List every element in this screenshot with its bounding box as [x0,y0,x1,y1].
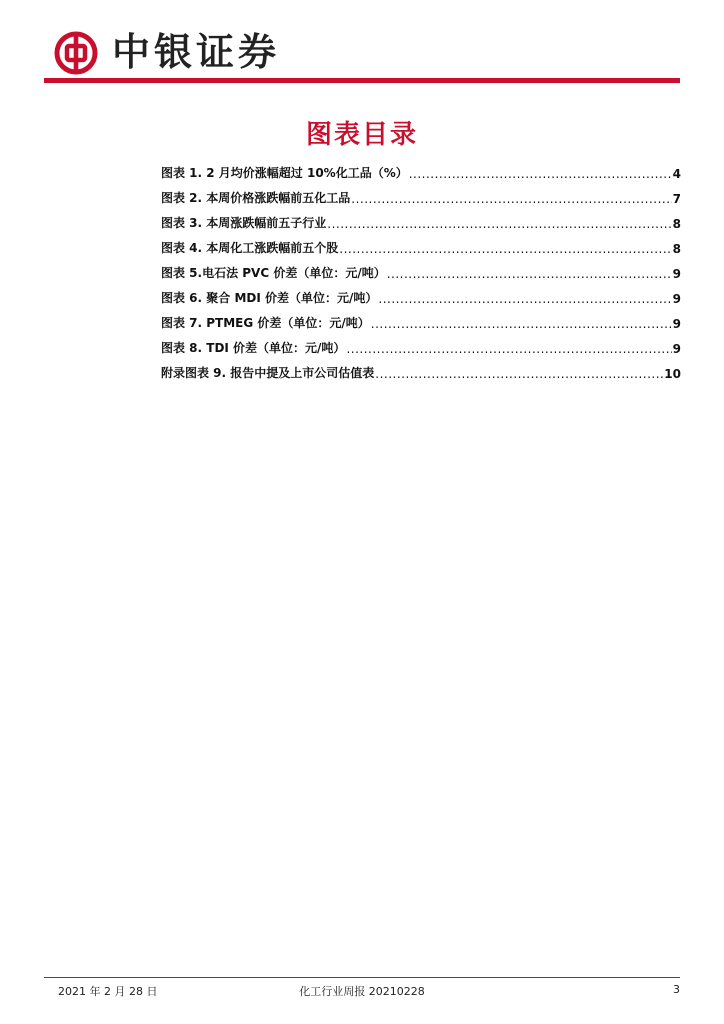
toc-leader-dots [339,242,671,256]
toc-entry[interactable] [161,306,681,331]
toc-entry-label: 图表 1. 2 月均价涨幅超过 10%化工品（%） [161,166,408,180]
toc-entry-label: 图表 3. 本周涨跌幅前五子行业 [161,216,327,230]
toc-entry-page: 9 [672,292,681,306]
footer-divider [44,977,680,978]
toc-entry-label: 图表 8. TDI 价差（单位：元/吨） [161,341,346,355]
toc-leader-dots [327,217,671,231]
footer-page-number: 3 [673,983,680,996]
toc-entry[interactable] [161,181,681,206]
toc-entry-label: 图表 2. 本周价格涨跌幅前五化工品 [161,191,351,205]
toc-entry-page: 7 [672,192,681,206]
toc-title: 图表目录 [305,120,418,150]
toc-entry-page: 9 [672,317,681,331]
toc-entry[interactable] [161,256,681,281]
header-divider [44,78,680,83]
toc-leader-dots [346,342,671,356]
toc-leader-dots [375,367,663,381]
bank-of-china-logo-icon [54,31,98,75]
toc-entry-label: 附录图表 9. 报告中提及上市公司估值表 [161,366,375,380]
brand-name: 中银证券 [112,30,281,74]
toc-leader-dots [351,192,671,206]
toc-entry-page: 9 [672,267,681,281]
toc-leader-dots [371,317,672,331]
toc-leader-dots [409,167,672,181]
toc-list [161,156,681,381]
toc-entry-page: 8 [672,242,681,256]
toc-entry-page: 9 [672,342,681,356]
toc-entry-page: 8 [672,217,681,231]
toc-entry[interactable] [161,331,681,356]
toc-entry[interactable] [161,156,681,181]
toc-leader-dots [387,267,672,281]
toc-entry[interactable] [161,231,681,256]
page-header [0,0,724,90]
toc-entry-label: 图表 5.电石法 PVC 价差（单位：元/吨） [161,266,386,280]
toc-entry-page: 10 [664,367,681,381]
toc-entry-label: 图表 7. PTMEG 价差（单位：元/吨） [161,316,370,330]
toc-entry[interactable] [161,206,681,231]
toc-leader-dots [378,292,671,306]
toc-entry[interactable] [161,281,681,306]
footer-report-title: 化工行业周报 20210228 [299,985,425,998]
toc-entry-label: 图表 4. 本周化工涨跌幅前五个股 [161,241,339,255]
toc-entry-page: 4 [672,167,681,181]
toc-entry-label: 图表 6. 聚合 MDI 价差（单位：元/吨） [161,291,378,305]
toc-entry[interactable] [161,356,681,381]
footer-date: 2021 年 2 月 28 日 [58,985,158,998]
